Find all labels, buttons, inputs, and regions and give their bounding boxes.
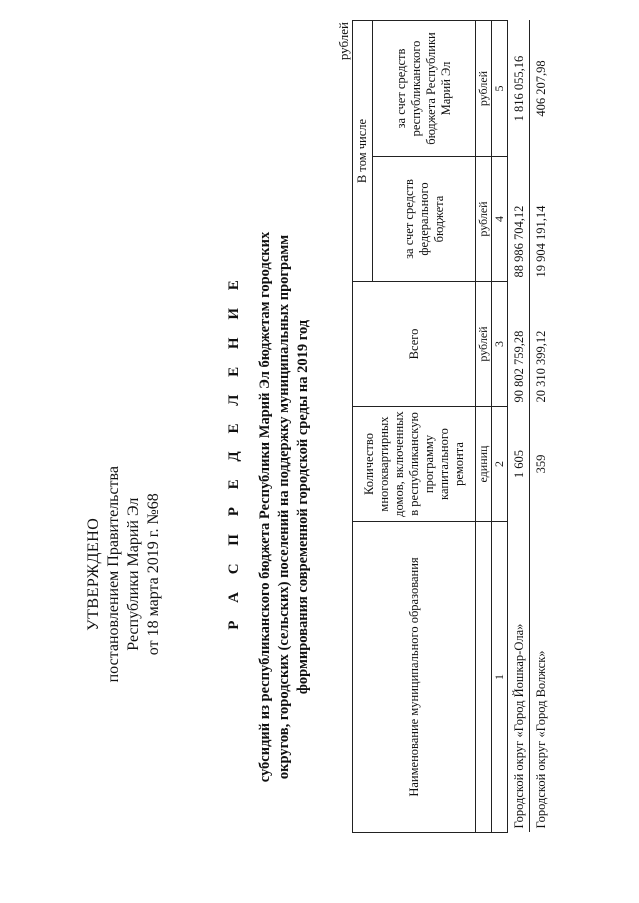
table-row	[530, 21, 552, 833]
document-subtitle: субсидий из республиканского бюджета Республики Марий Эл бюджетам городских округов, городских (сельских) поселений на поддержку муниципальных программ формирования современной городской среды на 2019 год	[257, 231, 311, 783]
unit-cell: единиц	[476, 407, 492, 522]
row-republic: 406 207,98	[530, 21, 552, 157]
approval-line-4: от 18 марта 2019 г. №68	[145, 493, 162, 656]
currency-units: рублей	[336, 22, 351, 61]
document-title: Р А С П Р Е Д Е Л Е Н И Е	[226, 273, 242, 630]
approval-line-3: Республики Марий Эл	[125, 497, 142, 651]
row-count: 359	[530, 407, 552, 522]
table-index-row	[492, 21, 508, 833]
table-units-row	[476, 21, 492, 833]
row-count: 1 605	[508, 407, 530, 522]
unit-cell: рублей	[476, 21, 492, 157]
header-count: Количество многоквартирных домов, включенных в республиканскую программу капитального ремонта	[353, 407, 476, 522]
row-name: Городской округ «Город Волжск»	[530, 522, 552, 833]
approval-stamp	[84, 466, 164, 682]
row-federal: 19 904 191,14	[530, 157, 552, 282]
approval-line-2: постановлением Правительства	[105, 466, 122, 683]
header-including: В том числе	[353, 21, 373, 282]
unit-cell: рублей	[476, 282, 492, 407]
approval-line-1: УТВЕРЖДЕНО	[85, 517, 102, 631]
table-row	[508, 21, 530, 833]
header-republic: за счет средств республиканского бюджета Республики Марий Эл	[373, 21, 476, 157]
index-cell: 2	[492, 407, 508, 522]
row-name: Городской округ «Город Йошкар-Ола»	[508, 522, 530, 833]
row-total: 90 802 759,28	[508, 282, 530, 407]
index-cell: 3	[492, 282, 508, 407]
index-cell: 4	[492, 157, 508, 282]
row-total: 20 310 399,12	[530, 282, 552, 407]
distribution-table	[352, 20, 551, 833]
row-federal: 88 986 704,12	[508, 157, 530, 282]
header-federal: за счет средств федерального бюджета	[373, 157, 476, 282]
index-cell: 1	[492, 522, 508, 833]
unit-cell	[476, 522, 492, 833]
table-header-row	[353, 21, 373, 833]
index-cell: 5	[492, 21, 508, 157]
unit-cell: рублей	[476, 157, 492, 282]
header-name: Наименование муниципального образования	[353, 522, 476, 833]
row-republic: 1 816 055,16	[508, 21, 530, 157]
header-total: Всего	[353, 282, 476, 407]
